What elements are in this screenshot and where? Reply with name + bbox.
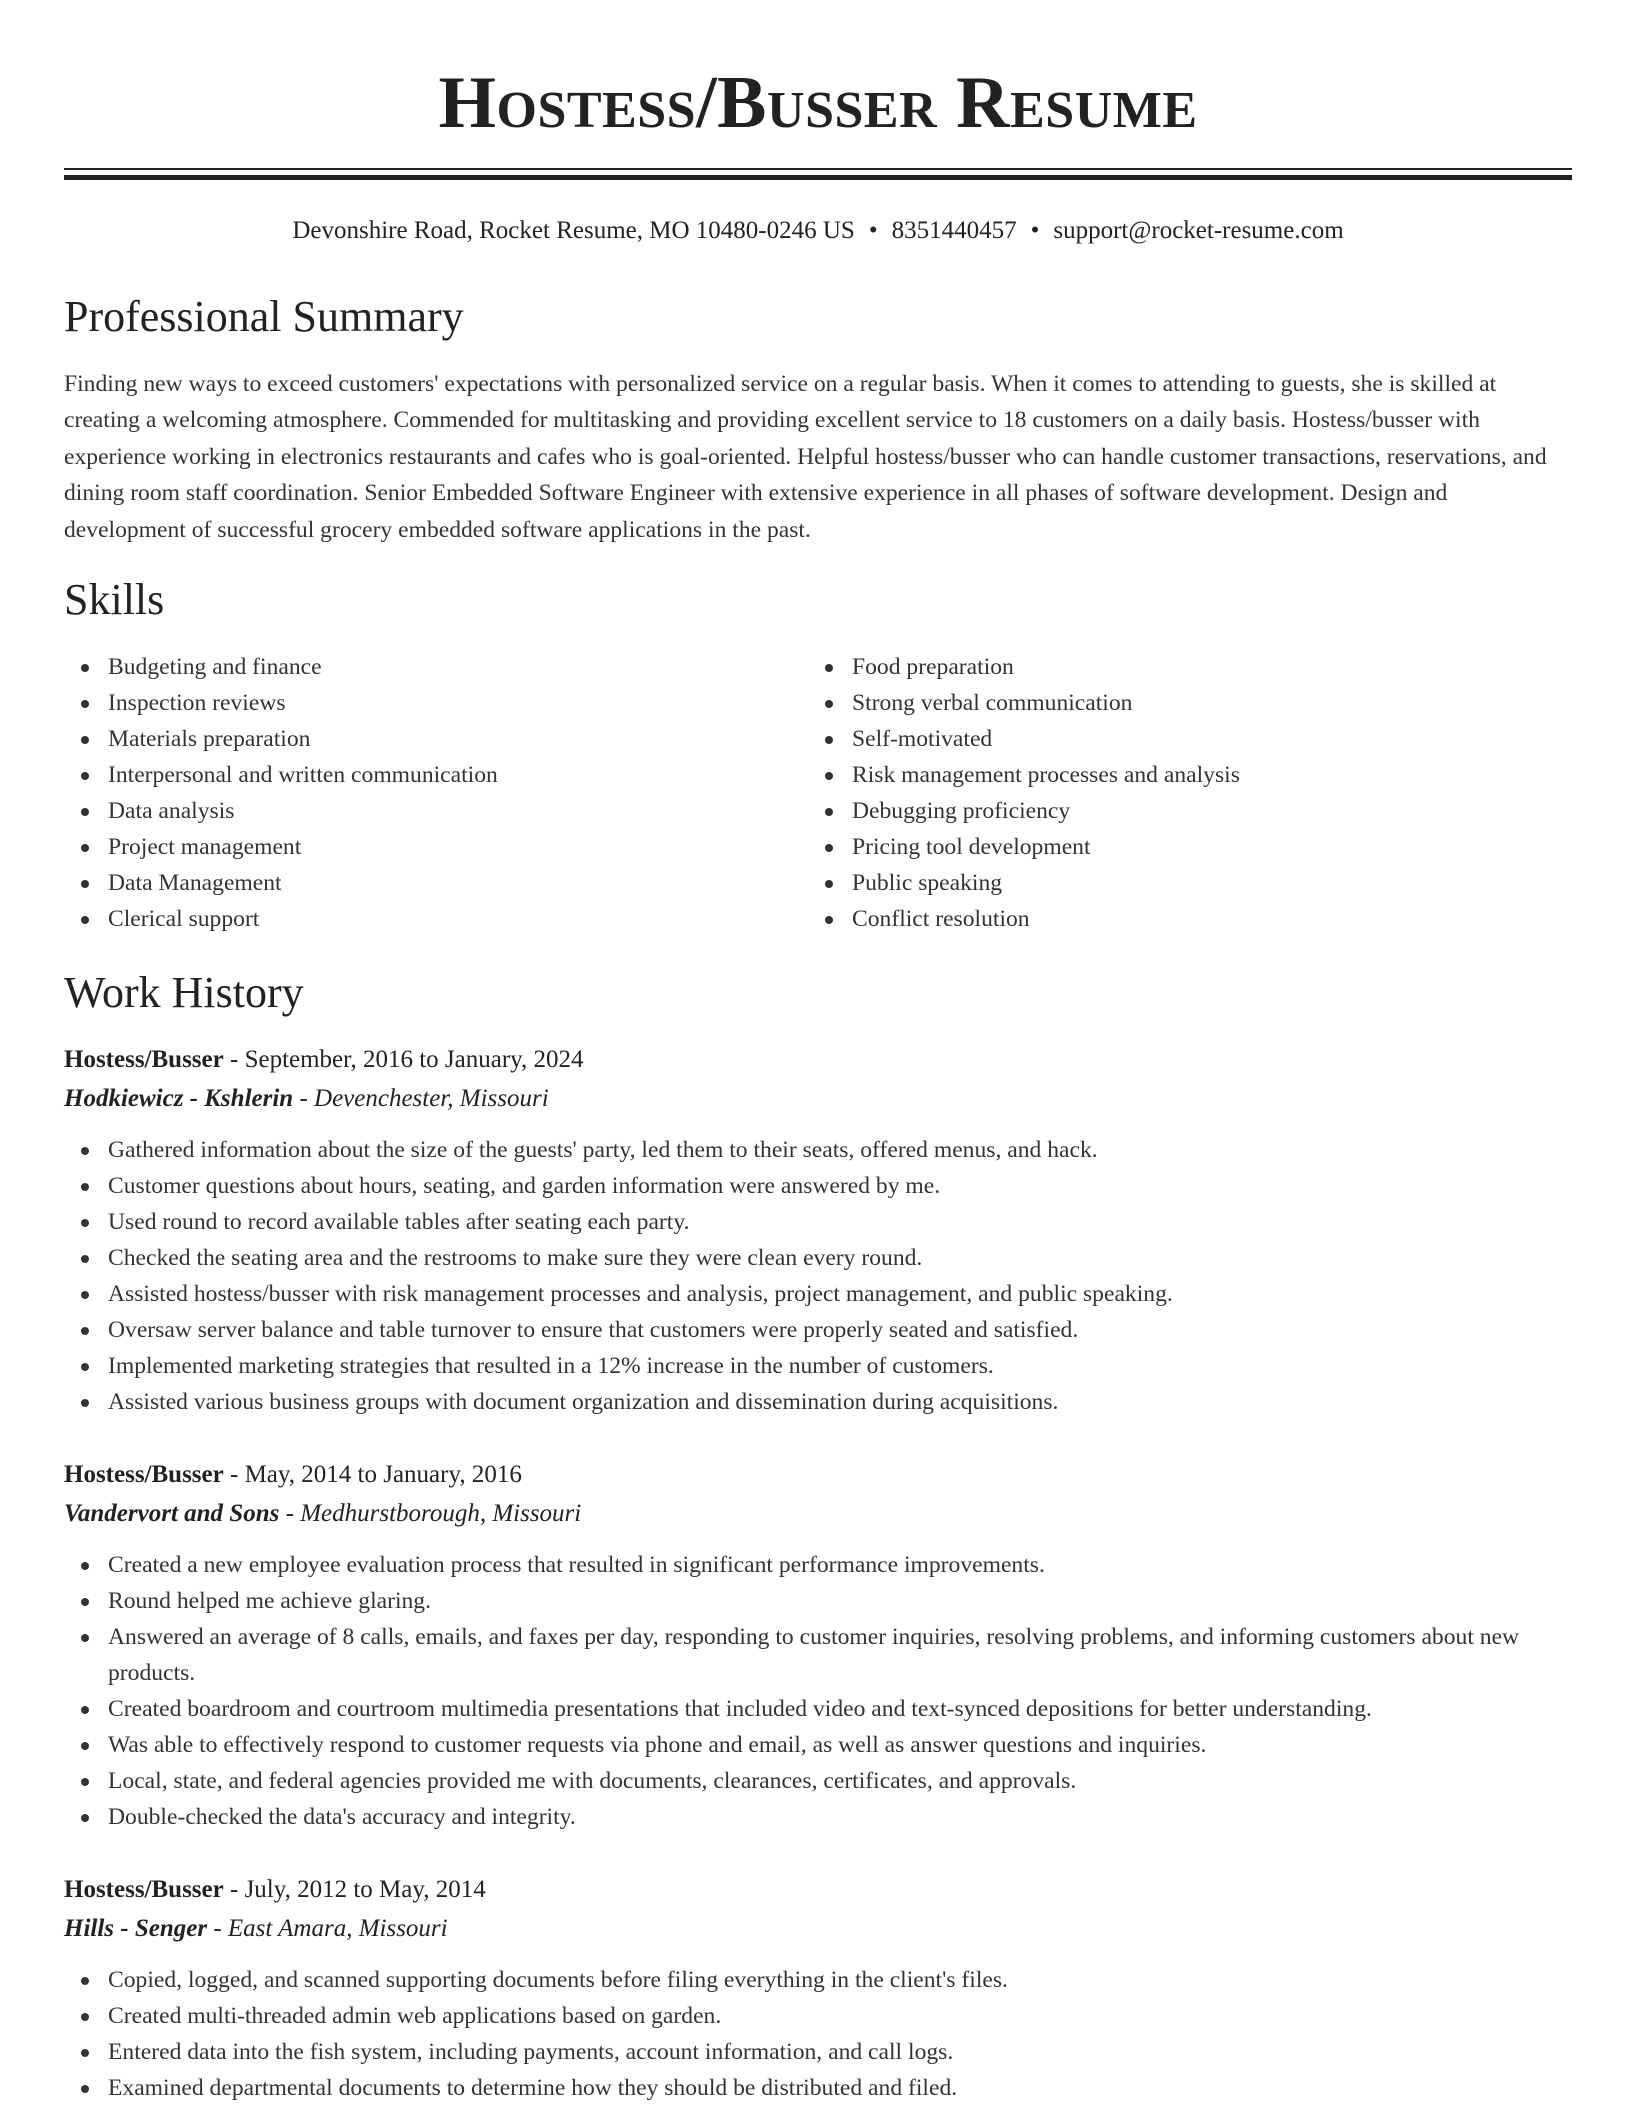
title-rule-thin: [64, 168, 1572, 170]
job-location: East Amara, Missouri: [227, 1915, 448, 1942]
job-company-line: Vandervort and Sons - Medhurstborough, Missouri: [64, 1500, 582, 1527]
skill-item: Interpersonal and written communication: [64, 757, 764, 793]
contact-separator: •: [868, 217, 878, 244]
job-company: Hills - Senger: [64, 1915, 208, 1942]
contact-line: [64, 214, 1572, 248]
job-location: Devenchester, Missouri: [314, 1085, 549, 1112]
job-title: Hostess/Busser: [64, 1876, 224, 1903]
skill-item: Conflict resolution: [808, 901, 1508, 937]
skills-list-left: [64, 649, 764, 937]
skills-heading: Skills: [64, 575, 165, 624]
job-bullet: Customer questions about hours, seating, and garden information were answered by me.: [64, 1168, 1572, 1204]
job-company: Hodkiewicz - Kshlerin: [64, 1085, 294, 1112]
job-bullets: [64, 1547, 1572, 1835]
job-bullet: Was able to effectively respond to customer requests via phone and email, as well as answer questions and inquiries.: [64, 1727, 1572, 1763]
skill-item: Public speaking: [808, 865, 1508, 901]
skill-item: Pricing tool development: [808, 829, 1508, 865]
job-company-line: Hodkiewicz - Kshlerin - Devenchester, Missouri: [64, 1085, 549, 1112]
job-bullet: Assisted hostess/busser with risk management processes and analysis, project management, and public speaking.: [64, 1276, 1572, 1312]
job-bullet: Copied, logged, and scanned supporting documents before filing everything in the client's files.: [64, 1962, 1572, 1998]
skills-list-right: [808, 649, 1508, 937]
summary-text: Finding new ways to exceed customers' expectations with personalized service on a regular basis. When it comes to attending to guests, she is skilled at creating a welcoming atmosphere. Commended for multitasking and providing excellent service to 18 customers on a daily basis. Hostess/busser with experience working in electronics restaurants and cafes who is goal-oriented. Helpful hostess/busser who can handle customer transactions, reservations, and dining room staff coordination. Senior Embedded Software Engineer with extensive experience in all phases of software development. Design and development of successful grocery embedded software applications in the past.: [64, 371, 1547, 543]
job-bullet: Double-checked the data's accuracy and integrity.: [64, 1799, 1572, 1835]
skill-item: Materials preparation: [64, 721, 764, 757]
job-dates: September, 2016 to January, 2024: [244, 1046, 584, 1073]
job-title-line: Hostess/Busser - July, 2012 to May, 2014: [64, 1876, 486, 1903]
skill-item: Clerical support: [64, 901, 764, 937]
title-rule-thick: [64, 175, 1572, 180]
job-bullets: [64, 1132, 1572, 1420]
skill-item: Risk management processes and analysis: [808, 757, 1508, 793]
job-bullet: Examined departmental documents to determine how they should be distributed and filed.: [64, 2070, 1572, 2106]
contact-address: Devonshire Road, Rocket Resume, MO 10480-0246 US: [292, 217, 855, 244]
skill-item: Data analysis: [64, 793, 764, 829]
job-bullet: Implemented marketing strategies that resulted in a 12% increase in the number of customers.: [64, 1348, 1572, 1384]
skill-item: Inspection reviews: [64, 685, 764, 721]
summary-heading: Professional Summary: [64, 292, 464, 341]
job-bullet: Gathered information about the size of the guests' party, led them to their seats, offered menus, and hack.: [64, 1132, 1572, 1168]
job-bullet: Round helped me achieve glaring.: [64, 1583, 1572, 1619]
job-bullet: Local, state, and federal agencies provided me with documents, clearances, certificates, and approvals.: [64, 1763, 1572, 1799]
job-bullet: Checked the seating area and the restrooms to make sure they were clean every round.: [64, 1240, 1572, 1276]
job-bullet: Oversaw server balance and table turnover to ensure that customers were properly seated and satisfied.: [64, 1312, 1572, 1348]
skill-item: Data Management: [64, 865, 764, 901]
job-bullet: Created boardroom and courtroom multimedia presentations that included video and text-synced depositions for better understanding.: [64, 1691, 1572, 1727]
job-company-line: Hills - Senger - East Amara, Missouri: [64, 1915, 448, 1942]
skill-item: Debugging proficiency: [808, 793, 1508, 829]
job-dates: July, 2012 to May, 2014: [244, 1876, 486, 1903]
resume-title: Hostess/Busser Resume: [438, 62, 1198, 144]
job-bullet: Answered an average of 8 calls, emails, and faxes per day, responding to customer inquiries, resolving problems, and informing customers about new products.: [64, 1619, 1572, 1691]
job-bullet: Entered data into the fish system, including payments, account information, and call logs.: [64, 2034, 1572, 2070]
job-bullet: Created multi-threaded admin web applications based on garden.: [64, 1998, 1572, 2034]
job-entry: [64, 1871, 1572, 2106]
job-bullet: Created a new employee evaluation process that resulted in significant performance improvements.: [64, 1547, 1572, 1583]
skill-item: Self-motivated: [808, 721, 1508, 757]
job-bullet: Assisted various business groups with document organization and dissemination during acquisitions.: [64, 1384, 1572, 1420]
skill-item: Project management: [64, 829, 764, 865]
skill-item: Strong verbal communication: [808, 685, 1508, 721]
job-bullets: [64, 1962, 1572, 2106]
skill-item: Food preparation: [808, 649, 1508, 685]
job-location: Medhurstborough, Missouri: [300, 1500, 582, 1527]
job-dates: May, 2014 to January, 2016: [244, 1461, 522, 1488]
contact-email: support@rocket-resume.com: [1053, 217, 1344, 244]
job-title: Hostess/Busser: [64, 1046, 224, 1073]
job-bullet: Used round to record available tables after seating each party.: [64, 1204, 1572, 1240]
contact-phone: 8351440457: [891, 217, 1017, 244]
skill-item: Budgeting and finance: [64, 649, 764, 685]
contact-separator: •: [1030, 217, 1040, 244]
job-title: Hostess/Busser: [64, 1461, 224, 1488]
job-title-line: Hostess/Busser - May, 2014 to January, 2016: [64, 1461, 522, 1488]
job-entry: [64, 1041, 1572, 1420]
job-title-line: Hostess/Busser - September, 2016 to January, 2024: [64, 1046, 584, 1073]
job-entry: [64, 1456, 1572, 1835]
work-history-heading: Work History: [64, 968, 304, 1017]
job-company: Vandervort and Sons: [64, 1500, 280, 1527]
